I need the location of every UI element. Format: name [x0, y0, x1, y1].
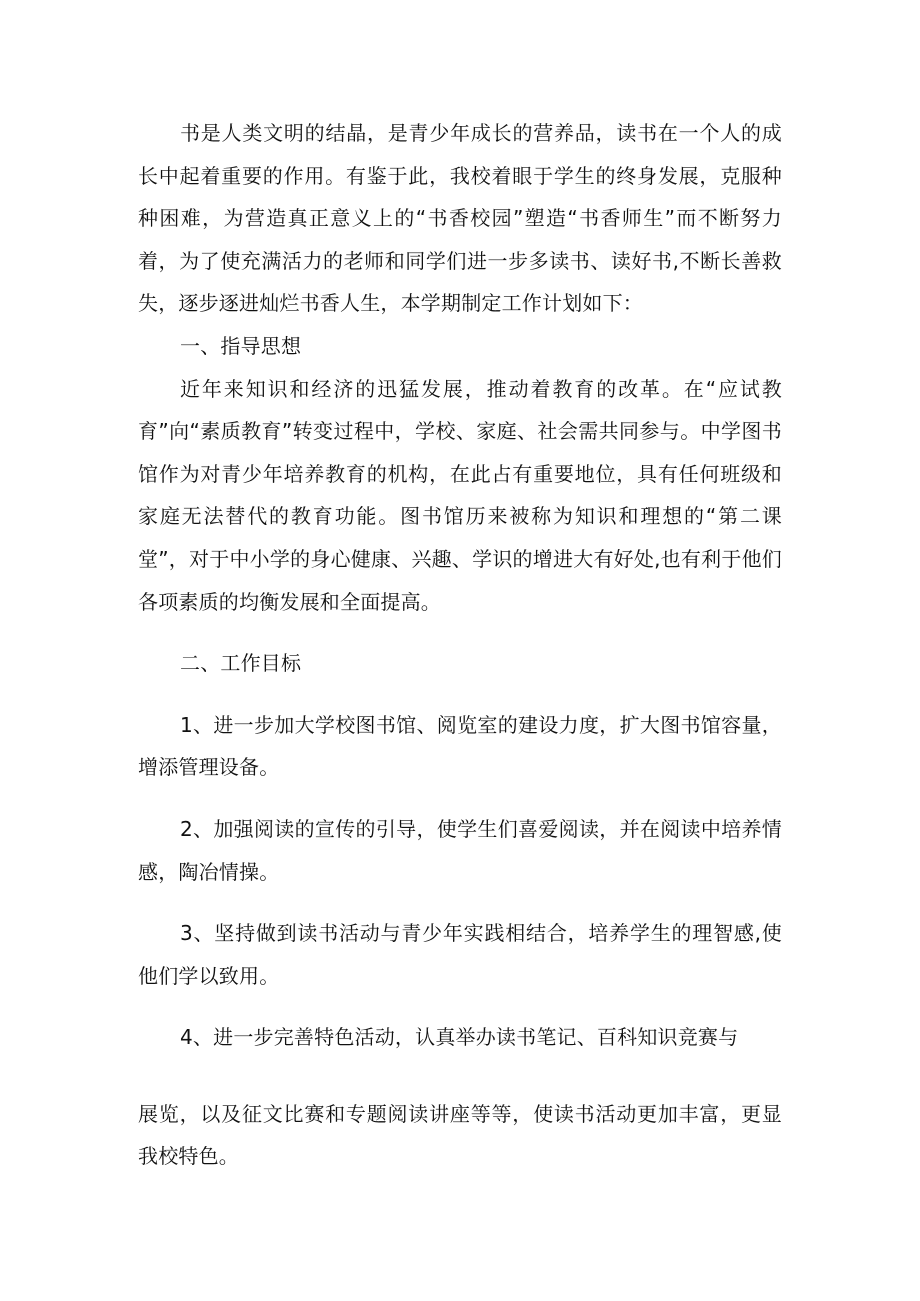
document-body: [138, 112, 782, 1178]
section-heading-guiding-ideology: 一、指导思想: [180, 333, 302, 358]
goal-item-4: 4、进一步完善特色活动，认真举办读书笔记、百科知识竞赛与: [180, 1025, 739, 1050]
intro-paragraph: 书是人类文明的结晶，是青少年成长的营养品，读书在一个人的成长中起着重要的作用。有鉴于此，我校着眼于学生的终身发展，克服种种困难，为营造真正意义上的“书香校园”塑造“书香师生”而不断努力着，为了使充满活力的老师和同学们进一步多读书、读好书,不断长善救失，逐步逐进灿烂书香人生，本学期制定工作计划如下：: [138, 121, 782, 316]
section-heading-work-goals: 二、工作目标: [180, 651, 302, 676]
goal-item-4-continued: 展览，以及征文比赛和专题阅读讲座等等，使读书活动更加丰富，更显我校特色。: [138, 1101, 782, 1169]
guiding-ideology-paragraph: 近年来知识和经济的迅猛发展，推动着教育的改革。在“应试教育”向“素质教育”转变过程中，学校、家庭、社会需共同参与。中学图书馆作为对青少年培养教育的机构，在此占有重要地位，具有任何班级和家庭无法替代的教育功能。图书馆历来被称为知识和理想的“第二课堂”，对于中小学的身心健康、兴趣、学识的增进大有好处,也有利于他们各项素质的均衡发展和全面提高。: [138, 376, 782, 614]
goal-item-3: 3、坚持做到读书活动与青少年实践相结合，培养学生的理智感,使他们学以致用。: [138, 921, 782, 988]
goal-item-2: 2、加强阅读的宣传的引导，使学生们喜爱阅读，并在阅读中培养情感，陶冶情操。: [138, 816, 782, 884]
goal-item-1: 1、进一步加大学校图书馆、阅览室的建设力度，扩大图书馆容量，增添管理设备。: [138, 712, 782, 780]
